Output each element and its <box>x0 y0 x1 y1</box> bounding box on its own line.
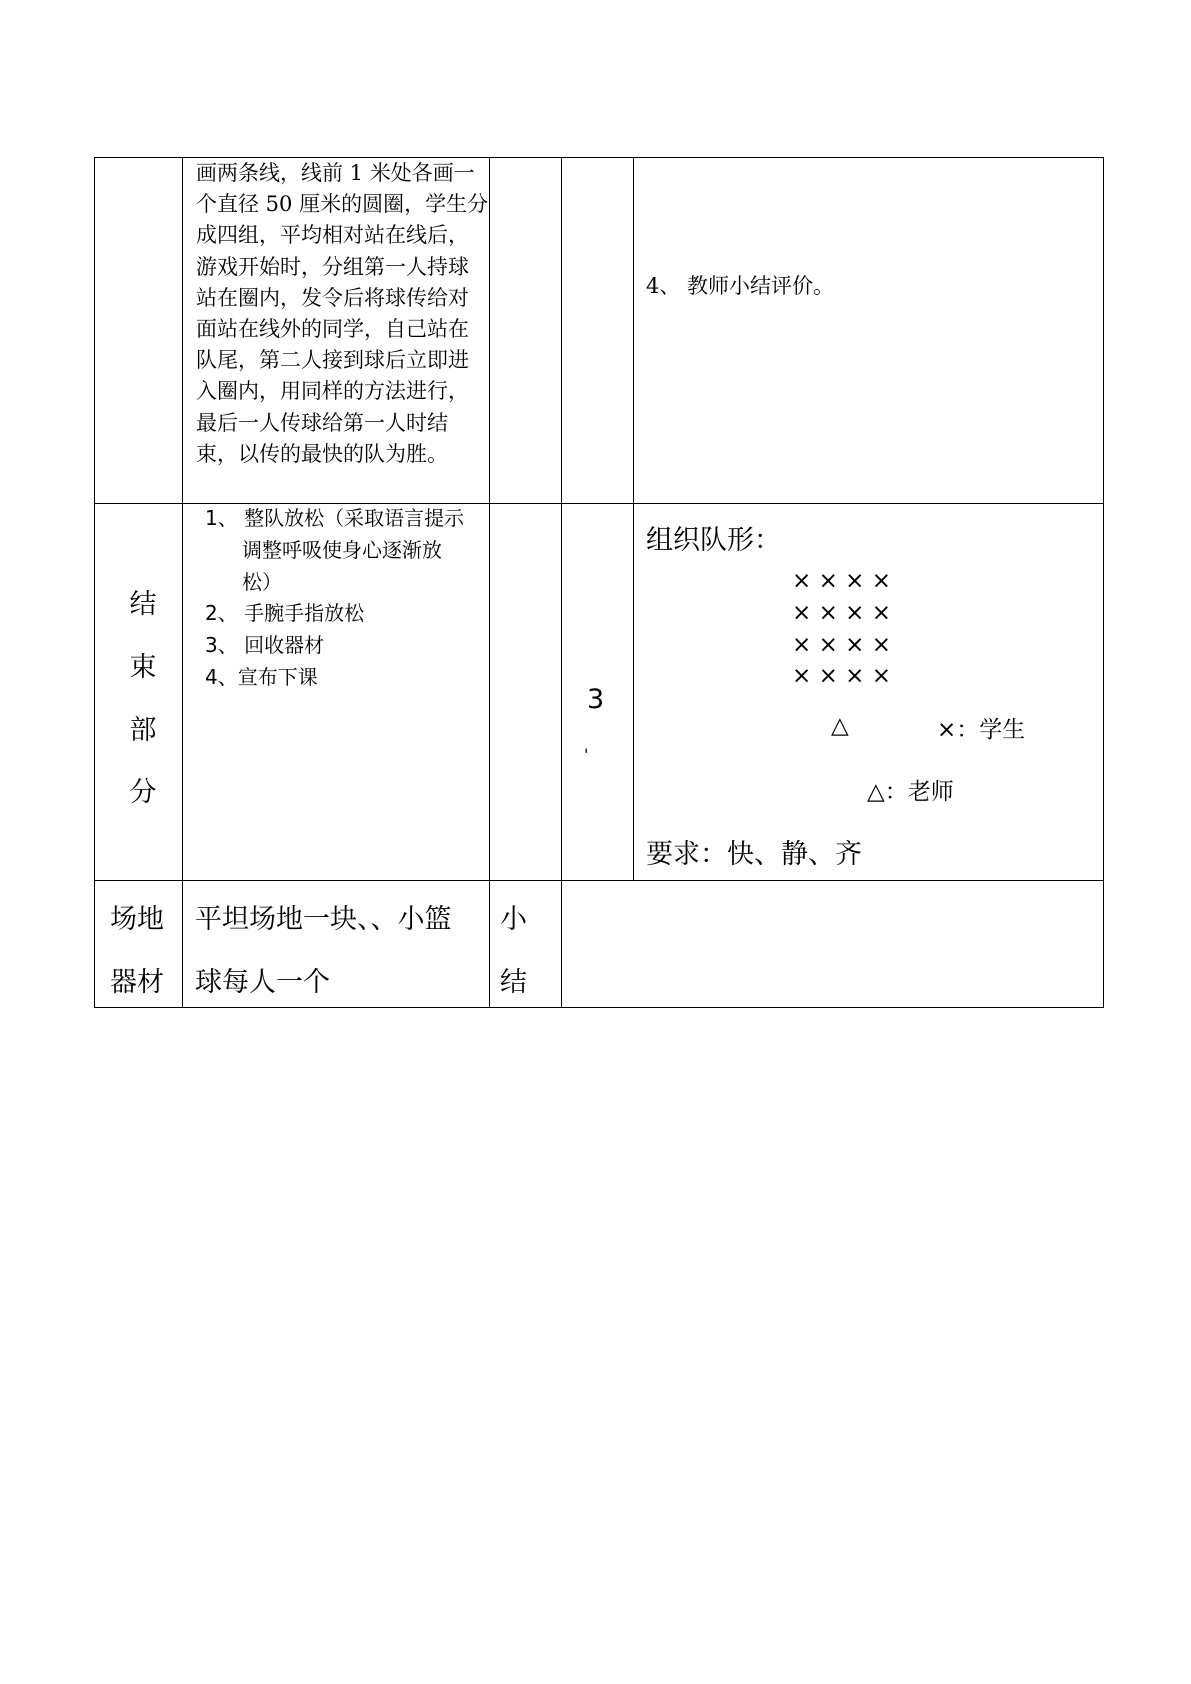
table-bottom-border <box>94 1007 1104 1008</box>
formation-row: × × × × <box>792 568 892 594</box>
venue-equipment-text: 平坦场地一块、、小篮 <box>195 904 452 935</box>
venue-label: 场地 <box>110 904 164 935</box>
game-rules-line: 面站在线外的同学，自己站在 <box>196 317 469 341</box>
row-divider-footer <box>94 880 1104 881</box>
game-rules-line: 队尾，第二人接到球后立即进 <box>196 348 469 372</box>
game-rules-line: 入圈内，用同样的方法进行， <box>196 379 469 403</box>
game-rules-line: 最后一人传球给第一人时结 <box>196 411 448 435</box>
venue-label: 器材 <box>110 967 164 998</box>
game-rules-line: 个直径 50 厘米的圆圈，学生分 <box>196 192 489 216</box>
teacher-summary-item: 4、 教师小结评价。 <box>646 274 835 298</box>
end-item-1: 1、 整队放松（采取语言提示 <box>205 506 465 530</box>
formation-title: 组织队形： <box>646 525 781 556</box>
game-rules-line: 成四组，平均相对站在线后， <box>196 223 469 247</box>
end-section-label-char: 分 <box>129 777 157 808</box>
end-section-label-char: 结 <box>129 589 157 620</box>
column-divider-2 <box>489 157 490 1008</box>
column-divider-3 <box>561 157 562 1008</box>
legend-student: ×：学生 <box>937 717 1026 743</box>
minute-mark: ' <box>584 745 589 764</box>
legend-teacher: △：老师 <box>867 779 954 805</box>
formation-row: × × × × <box>792 632 892 658</box>
game-rules-line: 游戏开始时，分组第一人持球 <box>196 255 469 279</box>
end-item-4: 4、宣布下课 <box>205 665 318 689</box>
end-item-2: 2、 手腕手指放松 <box>205 601 365 625</box>
summary-label: 小 <box>500 904 527 935</box>
end-item-3: 3、 回收器材 <box>205 633 325 657</box>
game-rules-line: 站在圈内，发令后将球传给对 <box>196 286 469 310</box>
game-rules-line: 束，以传的最快的队为胜。 <box>196 442 448 466</box>
formation-row: × × × × <box>792 600 892 626</box>
requirement-text: 要求：快、静、齐 <box>646 839 862 870</box>
formation-row: × × × × <box>792 663 892 689</box>
venue-equipment-text: 球每人一个 <box>195 967 330 998</box>
table-right-border <box>1103 157 1104 1008</box>
column-divider-1 <box>182 157 183 1008</box>
end-item-1-continued: 松） <box>242 570 282 594</box>
teacher-position-icon: △ <box>831 713 849 739</box>
game-rules-line: 画两条线，线前 1 米处各画一 <box>196 161 475 185</box>
end-item-1-continued: 调整呼吸使身心逐渐放 <box>242 538 442 562</box>
summary-label: 结 <box>500 967 527 998</box>
duration-minutes: 3 <box>587 684 605 715</box>
end-section-label-char: 部 <box>129 715 157 746</box>
end-section-label-char: 束 <box>129 652 157 683</box>
column-divider-4 <box>633 157 634 881</box>
table-left-border <box>94 157 95 1008</box>
